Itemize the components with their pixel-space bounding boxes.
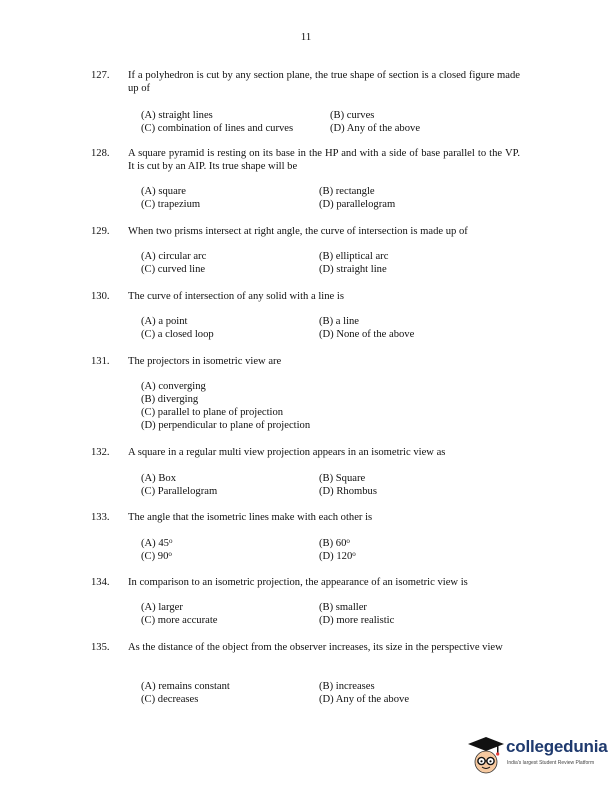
option-a: (A) converging [141,381,206,392]
question-text: When two prisms intersect at right angle, the curve of intersection is made up of [128,226,468,237]
degree-sign: o [168,550,172,558]
option-c: (C) combination of lines and curves [141,123,294,134]
option-d: (D) more realistic [319,615,395,626]
option-a: (A) larger [141,602,183,613]
collegedunia-logo [466,735,606,777]
degree-sign: o [352,550,356,558]
question-text: The projectors in isometric view are [128,356,282,367]
question-number: 132. [91,447,110,458]
option-b: (B) increases [319,681,375,692]
question-text: A square in a regular multi view projection appears in an isometric view as [128,447,446,458]
question-number: 135. [91,642,110,653]
graduate-mascot-icon [466,735,506,777]
question-text: The angle that the isometric lines make with each other is [128,512,373,523]
option-b: (B) a line [319,316,360,327]
option-b: (B) curves [330,110,375,121]
option-b: (B) smaller [319,602,367,613]
option-a: (A) 45$^o$ [141,537,173,549]
option-b: (B) elliptical arc [319,251,389,262]
option-c: (C) 90$^o$ [141,550,172,562]
logo-tagline: India's largest Student Review Platform [507,760,595,766]
option-d: (D) 120$^o$ [319,550,356,562]
option-a: (A) square [141,186,187,197]
question-number: 129. [91,226,110,237]
question-number: 131. [91,356,110,367]
option-a: (A) straight lines [141,110,213,121]
question-number: 133. [91,512,110,523]
question-text: If a polyhedron is cut by any section plane, the true shape of section is a closed figure made up of [128,70,520,94]
option-c: (C) a closed loop [141,329,214,340]
option-b: (B) diverging [141,394,199,405]
option-a: (A) Box [141,473,177,484]
option-d: (D) None of the above [319,329,415,340]
question-number: 128. [91,148,110,159]
option-b: (B) rectangle [319,186,375,197]
question-number: 130. [91,291,110,302]
option-a: (A) remains constant [141,681,230,692]
option-c: (C) decreases [141,694,199,705]
question-number: 127. [91,70,110,81]
question-text: In comparison to an isometric projection, the appearance of an isometric view is [128,577,468,588]
option-c: (C) curved line [141,264,206,275]
option-d: (D) straight line [319,264,387,275]
option-d: (D) parallelogram [319,199,396,210]
option-b: (B) Square [319,473,366,484]
option-c: (C) trapezium [141,199,201,210]
page-number: 11 [300,31,312,43]
degree-sign: o [346,537,350,545]
option-d: (D) Rhombus [319,486,377,497]
option-d: (D) Any of the above [319,694,410,705]
question-text: A square pyramid is resting on its base in the HP and with a side of base parallel to the VP. It is cut by an AIP. Its true shape will be [128,148,520,172]
option-b: (B) 60$^o$ [319,537,350,549]
option-c: (C) parallel to plane of projection [141,407,284,418]
option-a: (A) circular arc [141,251,207,262]
question-number: 134. [91,577,110,588]
option-c: (C) more accurate [141,615,218,626]
option-c: (C) Parallelogram [141,486,218,497]
option-d: (D) Any of the above [330,123,421,134]
degree-sign: o [168,537,173,545]
option-a: (A) a point [141,316,188,327]
question-text: The curve of intersection of any solid with a line is [128,291,344,302]
logo-wordmark: collegedunia [506,737,608,756]
option-d: (D) perpendicular to plane of projection [141,420,311,431]
question-text: As the distance of the object from the observer increases, its size in the perspective view [128,642,503,653]
